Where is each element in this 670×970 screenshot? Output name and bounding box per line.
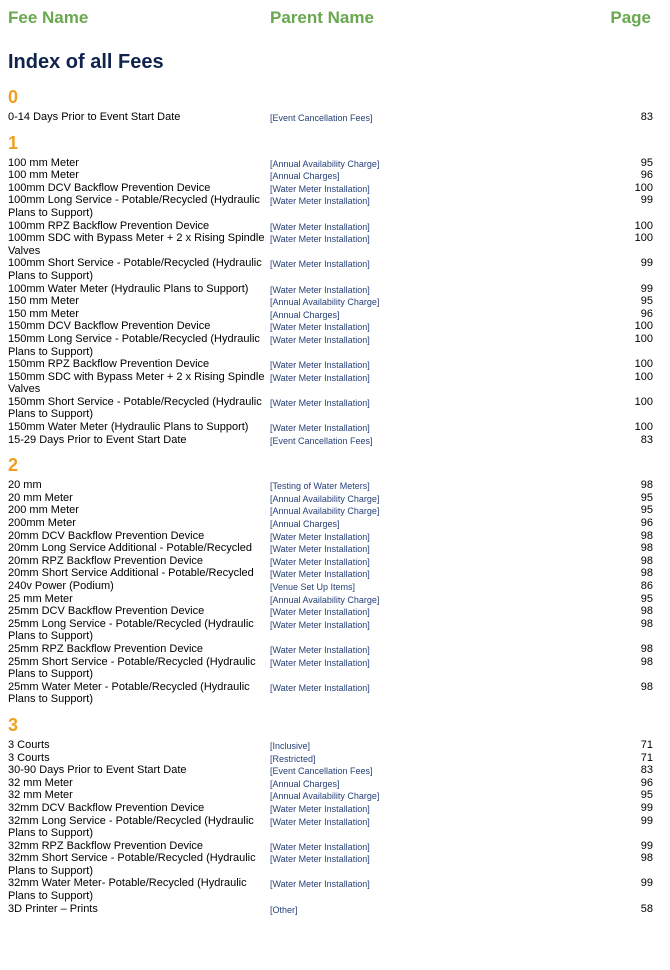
fee-name: 32 mm Meter [8, 789, 73, 802]
fee-row [8, 567, 653, 580]
section-letter: 1 [8, 132, 19, 153]
fee-row [8, 232, 653, 257]
parent-name-link[interactable]: [Water Meter Installation] [270, 803, 370, 814]
fee-name: 20mm RPZ Backflow Prevention Device [8, 554, 204, 567]
fee-name: 3D Printer – Prints [8, 902, 98, 915]
fee-row [8, 283, 653, 296]
parent-name-link[interactable]: [Water Meter Installation] [270, 221, 370, 232]
parent-name-link[interactable]: [Water Meter Installation] [270, 816, 370, 827]
page-number: 95 [640, 789, 653, 802]
page-number: 98 [640, 605, 653, 618]
fee-row [8, 643, 653, 656]
parent-name-link[interactable]: [Annual Charges] [270, 309, 340, 320]
fee-row [8, 358, 653, 371]
fee-name: 32mm Long Service - Potable/Recycled (Hydraulic Plans to Support) [8, 814, 254, 840]
parent-name-link[interactable]: [Water Meter Installation] [270, 854, 370, 865]
fee-row [8, 752, 653, 765]
parent-name-link[interactable]: [Water Meter Installation] [270, 372, 370, 383]
fee-name: 100 mm Meter [8, 156, 79, 169]
page-number: 100 [634, 219, 653, 232]
page-number: 83 [640, 111, 653, 123]
fee-name: 100mm SDC with Bypass Meter + 2 x Rising Spindle Valves [8, 232, 265, 257]
fee-index [8, 86, 653, 923]
page-number: 96 [640, 169, 653, 182]
fee-name: 25 mm Meter [8, 592, 73, 605]
page-number: 71 [640, 751, 653, 764]
page-number: 99 [640, 801, 653, 814]
fee-name: 3 Courts [8, 738, 50, 751]
page-number: 98 [640, 554, 653, 567]
page-number: 95 [640, 295, 653, 308]
fee-row [8, 840, 653, 853]
page-number: 98 [640, 479, 653, 492]
page-number: 99 [640, 839, 653, 852]
index-section [8, 132, 653, 447]
fee-row [8, 479, 653, 492]
fee-row [8, 593, 653, 606]
parent-name-link[interactable]: [Annual Charges] [270, 778, 340, 789]
fee-name: 20 mm [8, 479, 42, 492]
fee-name: 20mm DCV Backflow Prevention Device [8, 529, 205, 542]
page-number: 98 [640, 680, 653, 693]
fee-name: 200 mm Meter [8, 504, 79, 517]
page-number: 83 [640, 433, 653, 446]
fee-name: 150mm SDC with Bypass Meter + 2 x Rising Spindle Valves [8, 370, 265, 396]
fee-row [8, 681, 653, 706]
page-number: 96 [640, 776, 653, 789]
fee-name: 240v Power (Podium) [8, 580, 114, 592]
fee-name: 150mm Short Service - Potable/Recycled (Hydraulic Plans to Support) [8, 395, 262, 421]
page-number: 100 [634, 332, 653, 345]
fee-name: 15-29 Days Prior to Event Start Date [8, 433, 187, 446]
parent-name-link[interactable]: [Water Meter Installation] [270, 284, 370, 295]
page-number: 86 [640, 580, 653, 592]
page-number: 100 [634, 370, 653, 383]
fee-row [8, 396, 653, 421]
parent-name-link[interactable]: [Water Meter Installation] [270, 879, 370, 890]
page-number: 96 [640, 517, 653, 530]
fee-row [8, 530, 653, 543]
fee-name: 25mm Water Meter - Potable/Recycled (Hydraulic Plans to Support) [8, 680, 250, 706]
fee-name: 32mm Short Service - Potable/Recycled (Hydraulic Plans to Support) [8, 852, 256, 877]
fee-row [8, 295, 653, 308]
fee-row [8, 802, 653, 815]
fee-name: 25mm RPZ Backflow Prevention Device [8, 642, 204, 655]
fee-row [8, 739, 653, 752]
page-number: 99 [640, 877, 653, 890]
page-number: 96 [640, 307, 653, 320]
fee-row [8, 111, 653, 124]
page-number: 99 [640, 257, 653, 270]
section-letter: 0 [8, 87, 19, 107]
fee-row [8, 257, 653, 282]
column-header [8, 8, 651, 30]
page-number: 71 [640, 738, 653, 751]
section-letter: 3 [8, 714, 19, 735]
fee-row [8, 852, 653, 877]
fee-row [8, 656, 653, 681]
page-number: 95 [640, 156, 653, 169]
fee-row [8, 777, 653, 790]
fee-row [8, 320, 653, 333]
fee-row [8, 903, 653, 916]
page-number: 99 [640, 194, 653, 207]
fee-row [8, 169, 653, 182]
page-number: 100 [634, 395, 653, 408]
parent-name-link[interactable]: [Annual Availability Charge] [270, 297, 380, 308]
page-number: 98 [640, 852, 653, 865]
fee-name: 32mm RPZ Backflow Prevention Device [8, 839, 204, 852]
page-number: 100 [634, 421, 653, 434]
page-number: 98 [640, 542, 653, 555]
fee-name: 100mm Long Service - Potable/Recycled (Hydraulic Plans to Support) [8, 194, 260, 219]
page-number: 100 [634, 320, 653, 333]
parent-name-link[interactable]: [Annual Charges] [270, 171, 340, 182]
fee-row [8, 618, 653, 643]
page-number: 95 [640, 504, 653, 517]
fee-row [8, 371, 653, 396]
fee-name-heading: Fee Name [8, 8, 89, 27]
fee-name: 150mm RPZ Backflow Prevention Device [8, 358, 210, 371]
parent-name-link[interactable]: [Inclusive] [270, 740, 311, 751]
fee-row [8, 542, 653, 555]
page-heading: Page [610, 8, 651, 27]
parent-name-link[interactable]: [Water Meter Installation] [270, 234, 370, 245]
fee-row [8, 877, 653, 902]
page-title: Index of all Fees [8, 51, 164, 73]
fee-row [8, 308, 653, 321]
fee-row [8, 492, 653, 505]
section-letter: 2 [8, 455, 19, 476]
page-number: 98 [640, 529, 653, 542]
parent-name-link[interactable]: [Water Meter Installation] [270, 423, 370, 434]
fee-name: 150 mm Meter [8, 307, 79, 320]
parent-name-heading: Parent Name [270, 8, 374, 27]
fee-name: 100mm DCV Backflow Prevention Device [8, 181, 211, 194]
parent-name-link[interactable]: [Water Meter Installation] [270, 183, 370, 194]
page-number: 100 [634, 181, 653, 194]
fee-name: 30-90 Days Prior to Event Start Date [8, 764, 187, 777]
fee-row [8, 434, 653, 447]
parent-name-link[interactable]: [Restricted] [270, 753, 316, 764]
fee-row [8, 333, 653, 358]
fee-name: 100mm RPZ Backflow Prevention Device [8, 219, 210, 232]
parent-name-link[interactable]: [Water Meter Installation] [270, 569, 370, 580]
index-section [8, 86, 653, 124]
fee-name: 100mm Water Meter (Hydraulic Plans to Support) [8, 282, 249, 295]
page-number: 98 [640, 567, 653, 580]
fee-row [8, 421, 653, 434]
fee-name: 32 mm Meter [8, 776, 73, 789]
fee-row [8, 517, 653, 530]
parent-name-link[interactable]: [Water Meter Installation] [270, 841, 370, 852]
parent-name-link[interactable]: [Annual Availability Charge] [270, 791, 380, 802]
parent-name-link[interactable]: [Testing of Water Meters] [270, 481, 370, 492]
fee-name: 100mm Short Service - Potable/Recycled (Hydraulic Plans to Support) [8, 257, 262, 282]
parent-name-link[interactable]: [Annual Availability Charge] [270, 594, 380, 605]
fee-row [8, 182, 653, 195]
parent-name-link[interactable]: [Venue Set Up Items] [270, 582, 356, 592]
parent-name-link[interactable]: [Water Meter Installation] [270, 607, 370, 618]
parent-name-link[interactable]: [Annual Charges] [270, 519, 340, 530]
parent-name-link[interactable]: [Water Meter Installation] [270, 531, 370, 542]
page-number: 98 [640, 642, 653, 655]
parent-name-link[interactable]: [Other] [270, 904, 298, 915]
parent-name-link[interactable]: [Water Meter Installation] [270, 619, 370, 630]
page-number: 83 [640, 764, 653, 777]
fee-row [8, 789, 653, 802]
index-section [8, 714, 653, 915]
fee-row [8, 220, 653, 233]
parent-name-link[interactable]: [Water Meter Installation] [270, 556, 370, 567]
fee-name: 200mm Meter [8, 517, 76, 530]
fee-row [8, 815, 653, 840]
parent-name-link[interactable]: [Water Meter Installation] [270, 397, 370, 408]
parent-name-link[interactable]: [Event Cancellation Fees] [270, 435, 373, 446]
page-number: 100 [634, 358, 653, 371]
fee-name: 25mm Short Service - Potable/Recycled (Hydraulic Plans to Support) [8, 655, 256, 681]
parent-name-link[interactable]: [Event Cancellation Fees] [270, 766, 373, 777]
fee-name: 150 mm Meter [8, 295, 79, 308]
fee-name: 32mm Water Meter- Potable/Recycled (Hydraulic Plans to Support) [8, 877, 247, 903]
parent-name-link[interactable]: [Water Meter Installation] [270, 682, 370, 693]
parent-name-link[interactable]: [Annual Availability Charge] [270, 493, 380, 504]
parent-name-link[interactable]: [Water Meter Installation] [270, 644, 370, 655]
page-number: 99 [640, 814, 653, 827]
page-number: 100 [634, 232, 653, 245]
parent-name-link[interactable]: [Water Meter Installation] [270, 322, 370, 333]
fee-name: 20mm Short Service Additional - Potable/Recycled [8, 567, 254, 580]
parent-name-link[interactable]: [Water Meter Installation] [270, 196, 370, 207]
fee-name: 20mm Long Service Additional - Potable/Recycled [8, 542, 252, 555]
parent-name-link[interactable]: [Water Meter Installation] [270, 259, 370, 270]
fee-row [8, 555, 653, 568]
page-number: 95 [640, 491, 653, 504]
page-number: 98 [640, 655, 653, 668]
fee-name: 150mm Long Service - Potable/Recycled (Hydraulic Plans to Support) [8, 332, 260, 358]
page-number: 58 [640, 902, 653, 915]
page-number: 95 [640, 592, 653, 605]
fee-name: 25mm DCV Backflow Prevention Device [8, 605, 205, 618]
fee-row [8, 580, 653, 593]
fee-row [8, 157, 653, 170]
parent-name-link[interactable]: [Water Meter Installation] [270, 657, 370, 668]
fee-row [8, 504, 653, 517]
fee-name: 32mm DCV Backflow Prevention Device [8, 801, 205, 814]
parent-name-link[interactable]: [Annual Availability Charge] [270, 158, 380, 169]
page-number: 98 [640, 617, 653, 630]
fee-row [8, 194, 653, 219]
fee-name: 20 mm Meter [8, 491, 73, 504]
fee-name: 3 Courts [8, 751, 50, 764]
parent-name-link[interactable]: [Annual Availability Charge] [270, 506, 380, 517]
fee-name: 0-14 Days Prior to Event Start Date [8, 111, 181, 123]
parent-name-link[interactable]: [Water Meter Installation] [270, 334, 370, 345]
fee-row [8, 764, 653, 777]
index-section [8, 454, 653, 706]
fee-name: 150mm DCV Backflow Prevention Device [8, 320, 211, 333]
fee-name: 25mm Long Service - Potable/Recycled (Hydraulic Plans to Support) [8, 617, 254, 643]
parent-name-link[interactable]: [Water Meter Installation] [270, 360, 370, 371]
page-number: 99 [640, 282, 653, 295]
fee-name: 100 mm Meter [8, 169, 79, 182]
fee-name: 150mm Water Meter (Hydraulic Plans to Support) [8, 421, 249, 434]
parent-name-link[interactable]: [Event Cancellation Fees] [270, 113, 373, 123]
fee-row [8, 605, 653, 618]
parent-name-link[interactable]: [Water Meter Installation] [270, 544, 370, 555]
